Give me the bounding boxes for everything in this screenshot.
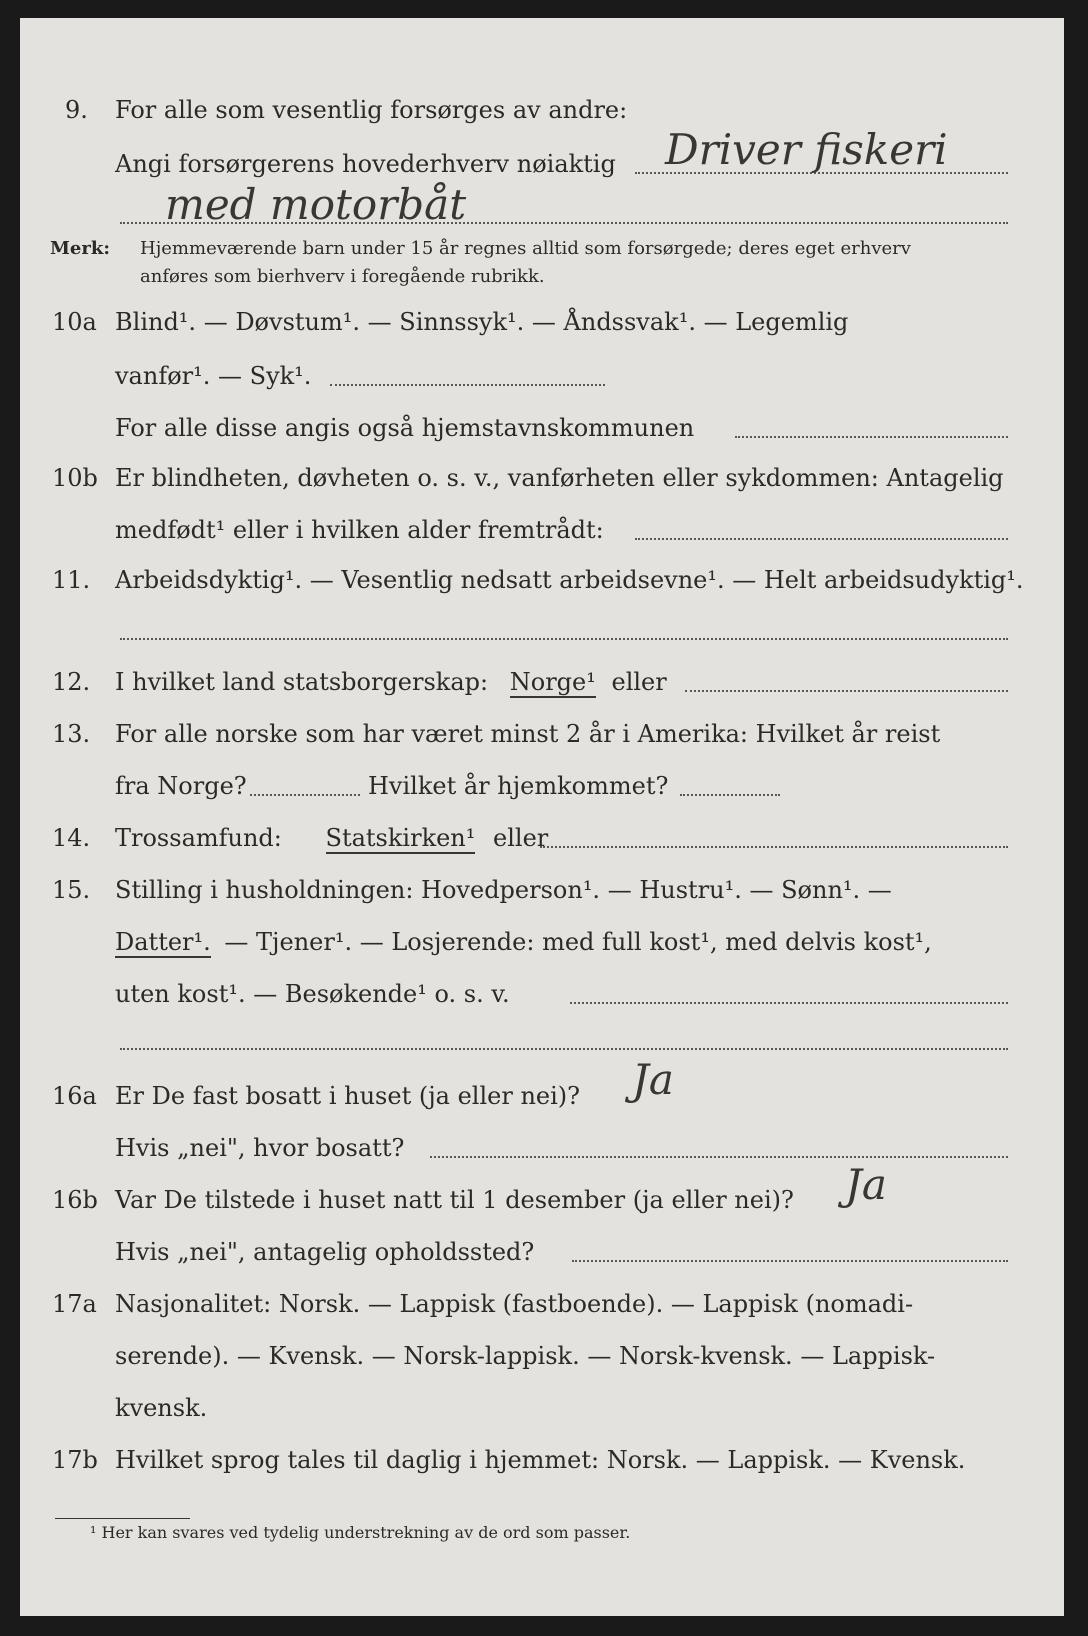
q17b-number: 17b bbox=[52, 1446, 98, 1474]
q17a-line1: Nasjonalitet: Norsk. — Lappisk (fastboende). — Lappisk (nomadi- bbox=[115, 1290, 914, 1318]
q10a-line1: Blind¹. — Døvstum¹. — Sinnssyk¹. — Åndssvak¹. — Legemlig bbox=[115, 308, 849, 336]
q15-line1: Stilling i husholdningen: Hovedperson¹. — Hustru¹. — Sønn¹. — bbox=[115, 876, 892, 904]
q12-prompt: I hvilket land statsborgerskap: bbox=[115, 668, 489, 696]
q14-statskirken-underlined: Statskirken¹ bbox=[325, 824, 476, 852]
answer-line bbox=[572, 1260, 1008, 1262]
footnote-rule bbox=[55, 1518, 190, 1519]
answer-line bbox=[735, 436, 1008, 438]
handwritten-answer-9b: med motorbåt bbox=[165, 180, 467, 229]
q16a-number: 16a bbox=[52, 1082, 97, 1110]
q13-line2b: Hvilket år hjemkommet? bbox=[368, 772, 669, 800]
q13-line2a: fra Norge? bbox=[115, 772, 247, 800]
q13-line1: For alle norske som har været minst 2 år i Amerika: Hvilket år reist bbox=[115, 720, 941, 748]
handwritten-answer-16a: Ja bbox=[632, 1055, 674, 1104]
answer-line bbox=[540, 846, 1008, 848]
answer-line bbox=[250, 794, 360, 796]
q16a-line1: Er De fast bosatt i huset (ja eller nei)? bbox=[115, 1082, 581, 1110]
q12-number: 12. bbox=[52, 668, 91, 696]
handwritten-answer-9a: Driver fiskeri bbox=[665, 125, 948, 174]
q11-line1: Arbeidsdyktig¹. — Vesentlig nedsatt arbeidsevne¹. — Helt arbeidsudyktig¹. bbox=[115, 566, 1024, 594]
q10b-number: 10b bbox=[52, 464, 98, 492]
q10b-line1: Er blindheten, døvheten o. s. v., vanførheten eller sykdommen: Antagelig bbox=[115, 464, 1004, 492]
q16a-line2: Hvis „nei", hvor bosatt? bbox=[115, 1134, 405, 1162]
handwritten-answer-16b: Ja bbox=[845, 1160, 887, 1209]
q15-line3: uten kost¹. — Besøkende¹ o. s. v. bbox=[115, 980, 510, 1008]
answer-line bbox=[685, 690, 1008, 692]
answer-line bbox=[430, 1156, 1008, 1158]
q15-number: 15. bbox=[52, 876, 91, 904]
q17a-line3: kvensk. bbox=[115, 1394, 208, 1422]
q14-eller: eller bbox=[493, 824, 549, 852]
footnote: ¹ Her kan svares ved tydelig understrekning av de ord som passer. bbox=[90, 1523, 631, 1542]
answer-line bbox=[635, 538, 1008, 540]
answer-line bbox=[120, 1048, 1008, 1050]
q10a-number: 10a bbox=[52, 308, 97, 336]
q12-line bbox=[115, 668, 667, 696]
merk-line2: anføres som bierhverv i foregående rubrikk. bbox=[140, 266, 545, 287]
answer-line bbox=[570, 1002, 1008, 1004]
q12-norge-underlined: Norge¹ bbox=[509, 668, 596, 696]
q10a-line2: vanfør¹. — Syk¹. bbox=[115, 362, 312, 390]
q15-datter-underlined: Datter¹. bbox=[115, 928, 211, 956]
q16b-line1: Var De tilstede i huset natt til 1 desember (ja eller nei)? bbox=[115, 1186, 794, 1214]
merk-label: Merk: bbox=[50, 238, 110, 259]
q16b-number: 16b bbox=[52, 1186, 98, 1214]
q9-number: 9. bbox=[65, 96, 88, 124]
q15-line2 bbox=[115, 928, 932, 956]
q9-line1: For alle som vesentlig forsørges av andre: bbox=[115, 96, 628, 124]
merk-line1: Hjemmeværende barn under 15 år regnes alltid som forsørgede; deres eget erhverv bbox=[140, 238, 911, 259]
q17a-line2: serende). — Kvensk. — Norsk-lappisk. — Norsk-kvensk. — Lappisk- bbox=[115, 1342, 936, 1370]
q17a-number: 17a bbox=[52, 1290, 97, 1318]
q10a-line3: For alle disse angis også hjemstavnskommunen bbox=[115, 414, 695, 442]
q13-number: 13. bbox=[52, 720, 91, 748]
q14-line bbox=[115, 824, 548, 852]
q15-line2-rest: — Tjener¹. — Losjerende: med full kost¹, med delvis kost¹, bbox=[224, 928, 932, 956]
q9-line2: Angi forsørgerens hovederhverv nøiaktig bbox=[115, 150, 616, 178]
q16b-line2: Hvis „nei", antagelig opholdssted? bbox=[115, 1238, 535, 1266]
q11-number: 11. bbox=[52, 566, 91, 594]
q14-prompt: Trossamfund: bbox=[115, 824, 282, 852]
q17b-line1: Hvilket sprog tales til daglig i hjemmet: Norsk. — Lappisk. — Kvensk. bbox=[115, 1446, 966, 1474]
answer-line bbox=[680, 794, 780, 796]
q12-eller: eller bbox=[611, 668, 667, 696]
answer-line bbox=[330, 384, 605, 386]
q10b-line2: medfødt¹ eller i hvilken alder fremtrådt: bbox=[115, 516, 604, 544]
answer-line bbox=[120, 638, 1008, 640]
q14-number: 14. bbox=[52, 824, 91, 852]
